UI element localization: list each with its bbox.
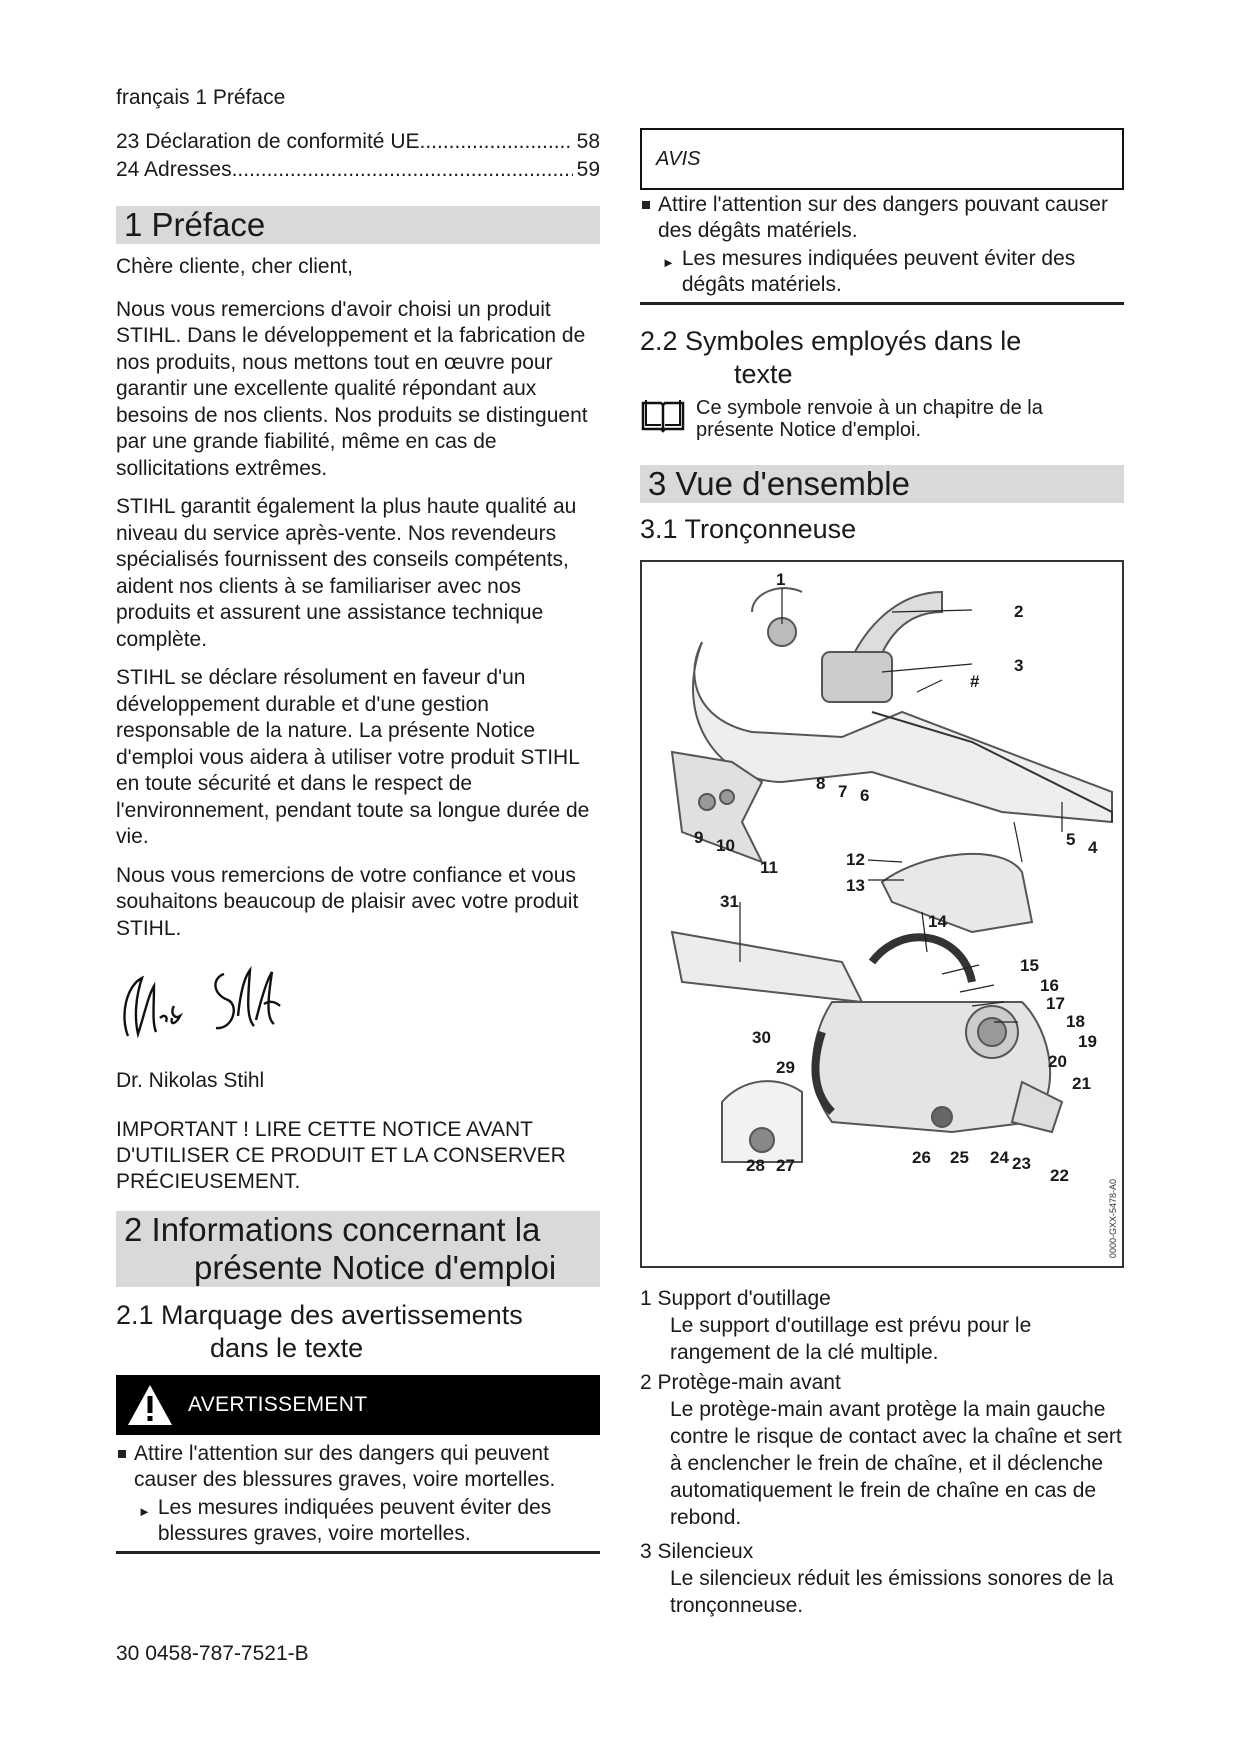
callout: 6: [860, 786, 870, 805]
section-2-1-heading: [116, 1299, 600, 1365]
callout: 9: [694, 828, 704, 847]
callout: 1: [776, 570, 786, 589]
section-2-heading-line2: présente Notice d'emploi: [194, 1248, 557, 1286]
left-column: [116, 128, 600, 1554]
signer-name: Dr. Nikolas Stihl: [116, 1069, 265, 1092]
toc-leader: [232, 156, 573, 184]
notice-measure: [640, 246, 1124, 298]
callout: 23: [1012, 1154, 1031, 1173]
callout: 10: [716, 836, 735, 855]
callout: 4: [1088, 838, 1098, 857]
callout: #: [970, 672, 980, 691]
symbol-explanation: [640, 397, 1124, 441]
item-description: Le protège-main avant protège la main gauche contre le risque de contact avec la chaîne et sert à enclencher le frein de chaîne, et il déclenche automatiquement le frein de chaîne en cas de rebond.: [670, 1398, 1122, 1529]
section-2-2-heading-line2: texte: [734, 359, 793, 389]
figure-code: 0000-GXX-5478-A0: [1108, 1178, 1118, 1258]
notice-measure-text: Les mesures indiquées peuvent éviter des dégâts matériels.: [681, 247, 1076, 296]
notice-bullet-text: Attire l'attention sur des dangers pouvant causer des dégâts matériels.: [658, 193, 1108, 242]
preface-paragraph-2: STIHL garantit également la plus haute qualité au niveau du service après-vente. Nos revendeurs spécialisés fournissent des conseils compétents, aident nos clients à se familiariser avec nos produits et assurent une assistance technique complète.: [116, 495, 577, 651]
item-title: 1 Support d'outillage: [640, 1287, 831, 1310]
warning-bullet-text: Attire l'attention sur des dangers qui peuvent causer des blessures graves, voire mortelles.: [134, 1441, 556, 1491]
page-header: français 1 Préface: [116, 86, 286, 109]
callout: 18: [1066, 1012, 1085, 1031]
section-2-1-heading-line1: 2.1 Marquage des avertissements: [116, 1299, 523, 1330]
right-column: [640, 128, 1124, 1619]
item-title: 2 Protège-main avant: [640, 1371, 841, 1394]
item-description: Le support d'outillage est prévu pour le rangement de la clé multiple.: [670, 1314, 1032, 1364]
book-icon: [640, 397, 686, 433]
chainsaw-illustration: [642, 562, 1122, 1262]
callout: 2: [1014, 602, 1024, 621]
callout: 27: [776, 1156, 795, 1175]
callout: 22: [1050, 1166, 1069, 1185]
section-2-heading: [116, 1211, 600, 1287]
warning-bullet: [116, 1441, 600, 1493]
callout: 16: [1040, 976, 1059, 995]
divider: [116, 1551, 600, 1554]
square-bullet-icon: [118, 1450, 126, 1458]
warning-label: AVERTISSEMENT: [188, 1392, 368, 1416]
callout: 30: [752, 1028, 771, 1047]
notice-box: [640, 128, 1124, 190]
important-notice: IMPORTANT ! LIRE CETTE NOTICE AVANT D'UTILISER CE PRODUIT ET LA CONSERVER PRÉCIEUSEMENT.: [116, 1117, 566, 1193]
toc-entry[interactable]: [116, 156, 600, 184]
callout: 21: [1072, 1074, 1091, 1093]
toc-page: 58: [576, 130, 600, 153]
callout: 15: [1020, 956, 1039, 975]
toc-entry[interactable]: [116, 128, 600, 156]
preface-paragraph-4: Nous vous remercions de votre confiance et vous souhaitons beaucoup de plaisir avec votre produit STIHL.: [116, 863, 579, 940]
section-3-heading: 3 Vue d'ensemble: [640, 465, 1124, 503]
callout: 7: [838, 782, 848, 801]
arrow-right-icon: ►: [662, 255, 675, 270]
arrow-right-icon: ►: [138, 1503, 151, 1519]
callout: 5: [1066, 830, 1076, 849]
section-2-1-heading-line2: dans le texte: [210, 1332, 364, 1363]
notice-bullet: [640, 192, 1124, 244]
section-1-heading: 1 Préface: [116, 206, 600, 244]
chainsaw-figure: [640, 560, 1124, 1268]
callout: 8: [816, 774, 826, 793]
greeting: Chère cliente, cher client,: [116, 255, 353, 278]
callout: 28: [746, 1156, 765, 1175]
callout: 11: [760, 858, 778, 877]
callout: 17: [1046, 994, 1065, 1013]
callout: 14: [928, 912, 947, 931]
divider: [640, 302, 1124, 305]
toc-page: 59: [576, 158, 600, 181]
toc-title: 24 Adresses: [116, 158, 232, 181]
signature: [116, 956, 600, 1056]
notice-label: AVIS: [656, 147, 701, 170]
warning-measure: [116, 1495, 600, 1547]
symbol-explanation-text: Ce symbole renvoie à un chapitre de la présente Notice d'emploi.: [696, 397, 1043, 441]
callout: 24: [990, 1148, 1009, 1167]
callout: 19: [1078, 1032, 1097, 1051]
callout: 20: [1048, 1052, 1067, 1071]
section-2-2-heading: [640, 325, 1124, 391]
warning-measure-text: Les mesures indiquées peuvent éviter des blessures graves, voire mortelles.: [157, 1495, 552, 1545]
callout: 31: [720, 892, 739, 911]
callout: 13: [846, 876, 865, 895]
item-title: 3 Silencieux: [640, 1540, 754, 1563]
section-2-heading-line1: 2 Informations concernant la: [124, 1210, 541, 1248]
item-description: Le silencieux réduit les émissions sonores de la tronçonneuse.: [670, 1567, 1114, 1617]
page-footer: 30 0458-787-7521-B: [116, 1642, 309, 1665]
section-3-1-heading: 3.1 Tronçonneuse: [640, 514, 857, 544]
warning-triangle-icon: [126, 1383, 174, 1427]
warning-banner: [116, 1375, 600, 1435]
callout: 3: [1014, 656, 1024, 675]
toc-title: 23 Déclaration de conformité UE: [116, 130, 420, 153]
section-2-2-heading-line1: 2.2 Symboles employés dans le: [640, 326, 1022, 356]
toc-leader: [420, 128, 573, 156]
square-bullet-icon: [642, 201, 650, 209]
callout: 29: [776, 1058, 795, 1077]
preface-paragraph-3: STIHL se déclare résolument en faveur d'un développement durable et d'une gestion responsable de la nature. La présente Notice d'emploi vous aidera à utiliser votre produit STIHL en toute sécurité et dans le respect de l'environnement, pendant toute sa longue durée de vie.: [116, 666, 590, 848]
callout: 25: [950, 1148, 969, 1167]
callout: 26: [912, 1148, 931, 1167]
preface-paragraph-1: Nous vous remercions d'avoir choisi un produit STIHL. Dans le développement et la fabrication de nos produits, nous mettons tout en œuvre pour garantir une excellente qualité répondant aux besoins de nos clients. Nos produits se distinguent par une grande fiabilité, même en cas de sollicitations extrêmes.: [116, 297, 588, 480]
callout: 12: [846, 850, 865, 869]
